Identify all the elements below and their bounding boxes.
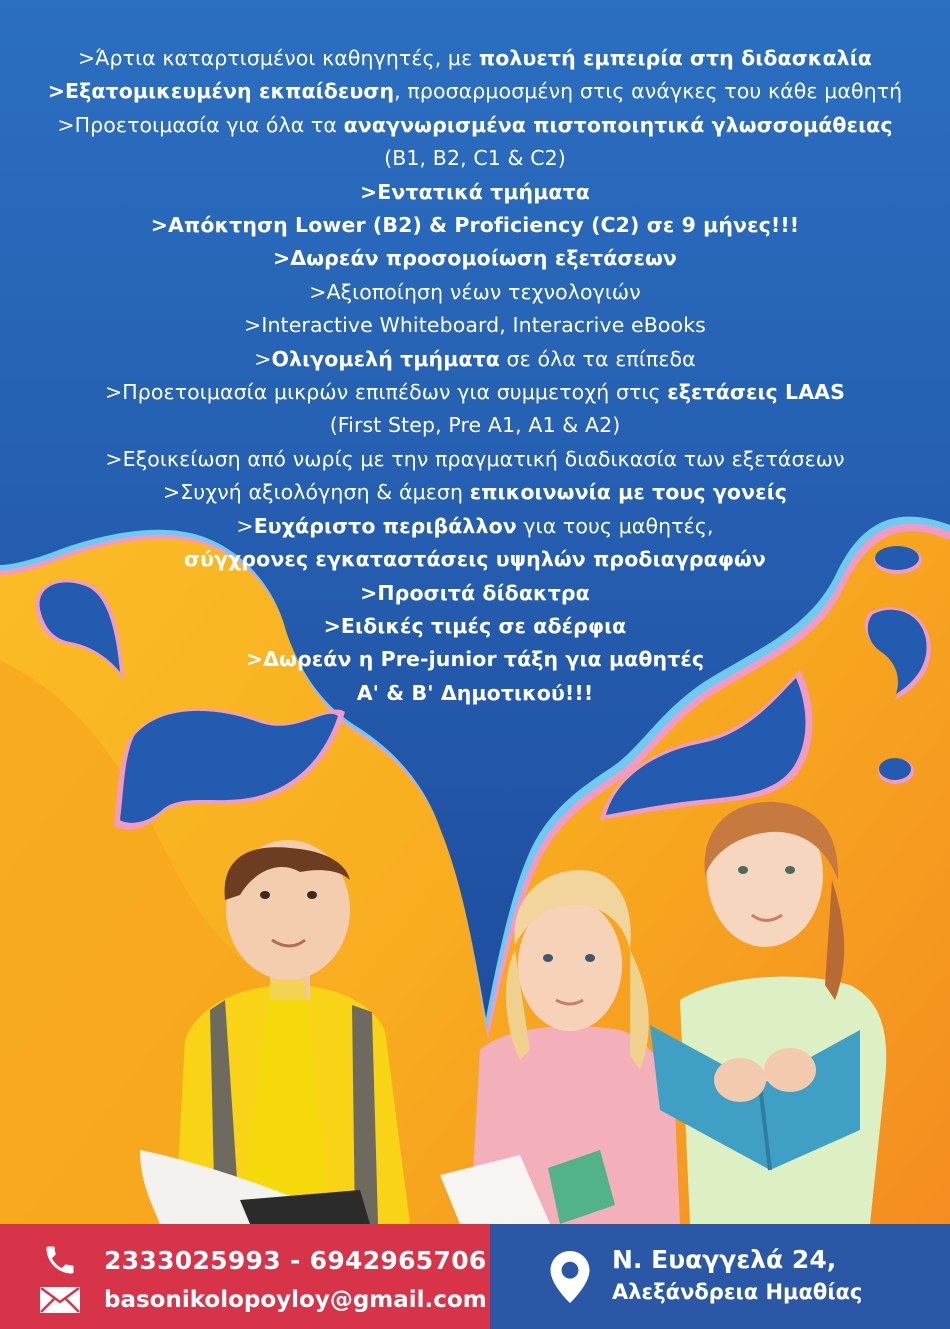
feature-text-bold: >Απόκτηση Lower (B2) & Proficiency (C2) σε 9 μήνες!!!: [150, 213, 800, 238]
feature-line: [0, 543, 950, 576]
feature-text: >Interactive Whiteboard, Interacrive eBooks: [244, 313, 706, 338]
feature-line: [0, 142, 950, 175]
feature-text: >Συχνή αξιολόγηση & άμεση: [162, 480, 470, 505]
feature-line: [0, 510, 950, 543]
feature-text-bold: >Εξατομικευμένη εκπαίδευση: [47, 79, 395, 104]
feature-text-bold: >Ειδικές τιμές σε αδέρφια: [323, 613, 627, 638]
feature-text: σε όλα τα επίπεδα: [499, 346, 696, 371]
feature-text: (First Step, Pre A1, A1 & A2): [329, 413, 621, 438]
feature-text: (B1, B2, C1 & C2): [384, 146, 566, 171]
phone-link[interactable]: 2333025993 - 6942965706: [104, 1245, 487, 1275]
feature-text-bold: σύγχρονες εγκαταστάσεις υψηλών προδιαγραφών: [184, 547, 766, 572]
feature-text: >Αξιοποίηση νέων τεχνολογιών: [309, 279, 641, 304]
feature-text-bold: αναγνωρισμένα πιστοποιητικά γλωσσομάθειας: [343, 112, 893, 137]
feature-text: >: [236, 513, 254, 538]
envelope-icon: [38, 1286, 82, 1314]
location-pin-icon: [550, 1251, 590, 1307]
feature-text: >: [254, 346, 272, 371]
email-row: [38, 1286, 487, 1314]
feature-line: [0, 42, 950, 75]
feature-text: >Προετοιμασία για όλα τα: [57, 112, 344, 137]
feature-line: [0, 409, 950, 442]
feature-line: [0, 343, 950, 376]
feature-line: [0, 176, 950, 209]
feature-text: , προσαρμοσμένη στις ανάγκες του κάθε μαθητή: [394, 79, 903, 104]
feature-text-bold: επικοινωνία με τους γονείς: [469, 480, 788, 505]
feature-text-bold: >Δωρεάν προσομοίωση εξετάσεων: [273, 246, 677, 271]
dot-right: [879, 758, 911, 780]
feature-text: >Άρτια καταρτισμένοι καθηγητές, με: [77, 46, 479, 70]
feature-line: [0, 443, 950, 476]
feature-line: [0, 610, 950, 643]
feature-text-bold: Ολιγομελή τμήματα: [271, 346, 500, 371]
feature-line: [0, 309, 950, 342]
feature-line: [0, 242, 950, 275]
feature-text-bold: εξετάσεις LAAS: [667, 380, 846, 405]
address-street: Ν. Ευαγγελά 24,: [612, 1245, 837, 1274]
feature-line: [0, 276, 950, 309]
feature-line: [0, 577, 950, 610]
feature-line: [0, 209, 950, 242]
feature-line: [0, 75, 950, 108]
feature-text-bold: πολυετή εμπειρία στη διδασκαλία: [478, 46, 872, 70]
phone-icon: [38, 1242, 82, 1278]
feature-text: για τους μαθητές,: [516, 513, 714, 538]
feature-text-bold: Ευχάριστο περιβάλλον: [253, 513, 517, 538]
feature-line: [0, 643, 950, 676]
feature-line: [0, 476, 950, 509]
contact-footer: [0, 1224, 950, 1329]
address-text: [612, 1244, 862, 1308]
phone-row: [38, 1242, 487, 1278]
feature-text-bold: >Δωρεάν η Pre-junior τάξη για μαθητές: [245, 647, 705, 672]
address-city: Αλεξάνδρεια Ημαθίας: [612, 1280, 863, 1304]
email-link[interactable]: basonikolopoyloy@gmail.com: [104, 1287, 487, 1313]
feature-text-bold: >Εντατικά τμήματα: [360, 179, 590, 204]
feature-text: >Εξοικείωση από νωρίς με την πραγματική διαδικασία των εξετάσεων: [105, 446, 845, 471]
feature-text-bold: >Προσιτά δίδακτρα: [360, 580, 590, 605]
feature-text: >Προετοιμασία μικρών επιπέδων για συμμετοχή στις: [104, 380, 668, 405]
feature-line: [0, 677, 950, 710]
feature-line: [0, 376, 950, 409]
feature-text-bold: Α' & Β' Δημοτικού!!!: [356, 680, 594, 705]
address-panel: [490, 1224, 950, 1329]
contact-panel: [0, 1224, 490, 1329]
features-list: [0, 42, 950, 710]
feature-line: [0, 109, 950, 142]
